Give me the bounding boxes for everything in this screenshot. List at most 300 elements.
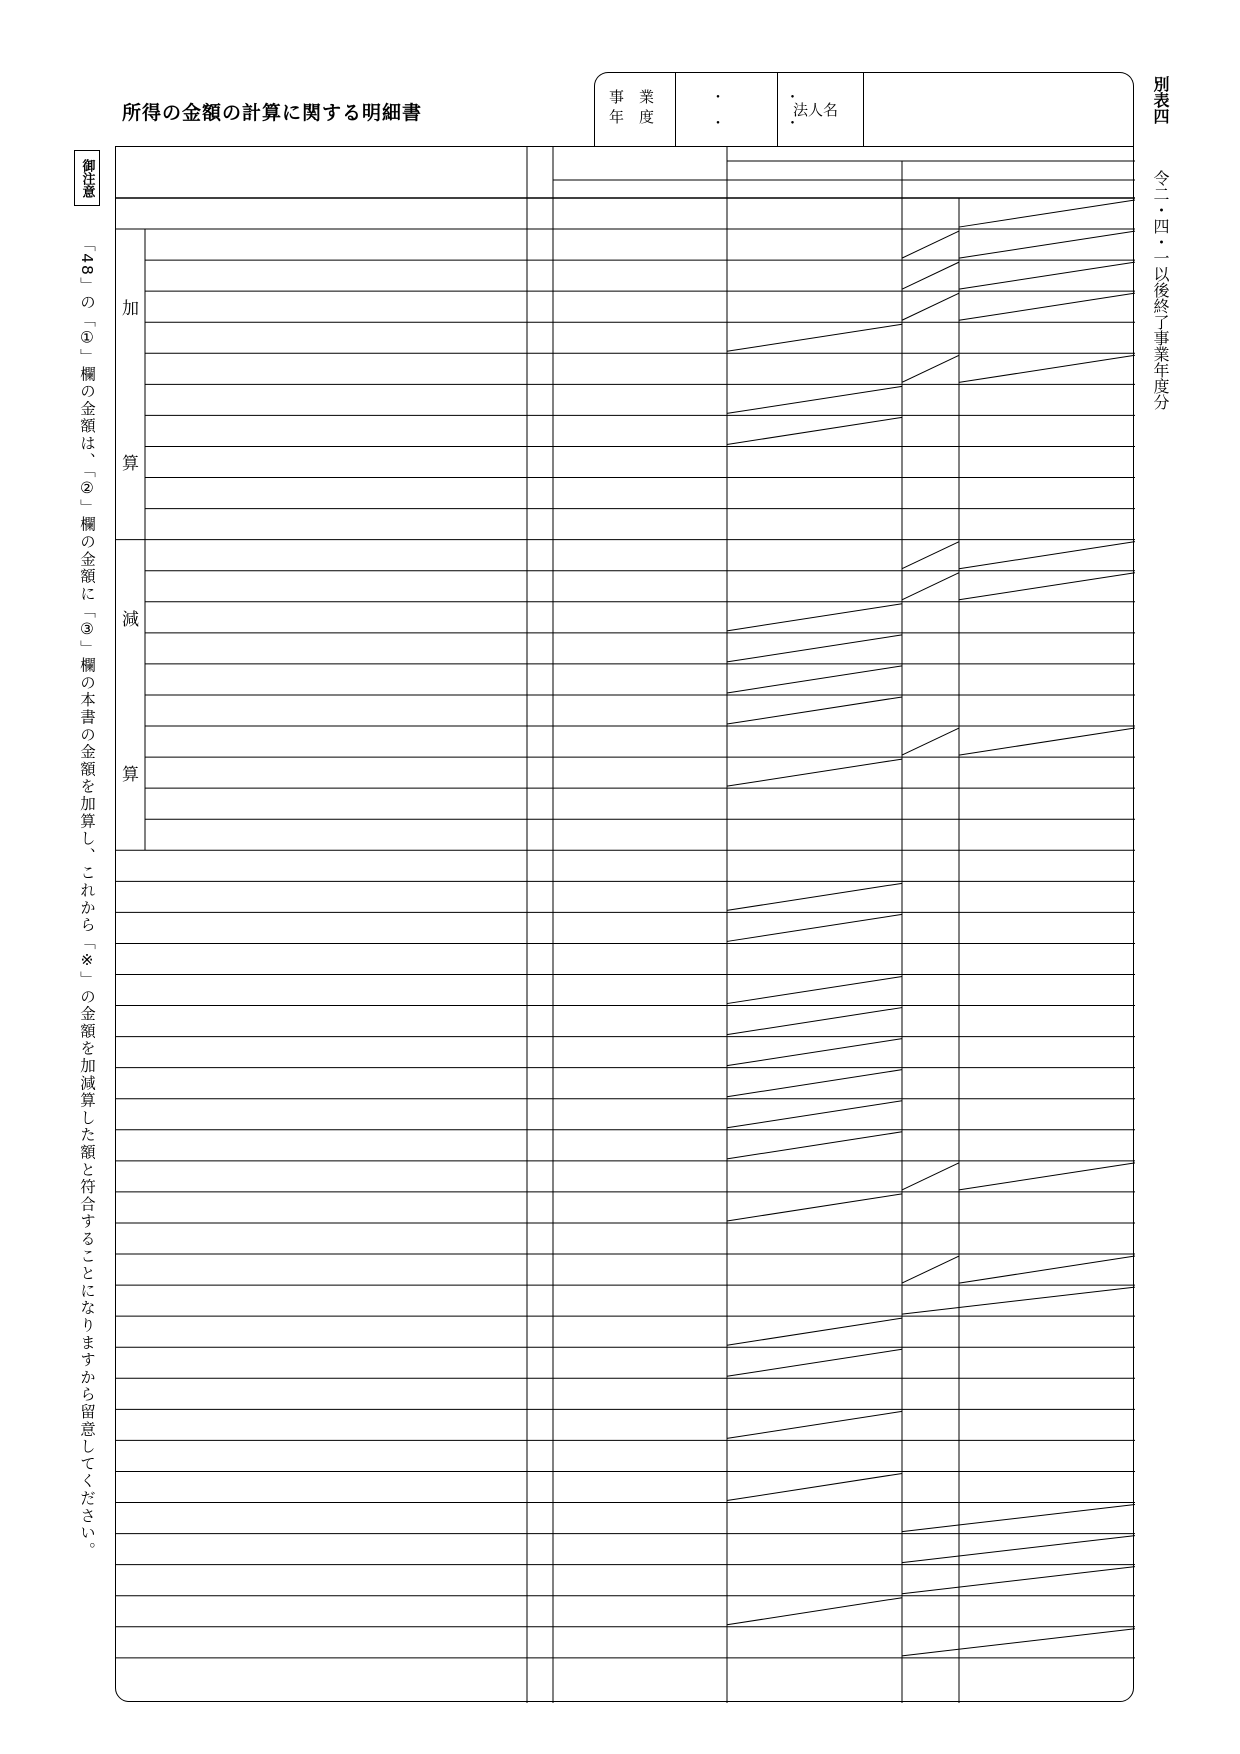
row-45-retained[interactable] <box>727 1565 902 1596</box>
row-number-37 <box>527 1316 553 1347</box>
row-10-outflow-type <box>902 478 959 509</box>
row-12-total[interactable] <box>553 540 727 571</box>
row-number-2 <box>527 229 553 260</box>
column-header-total <box>553 147 727 175</box>
row-label-29 <box>116 1068 527 1099</box>
row-33-outflow-type <box>902 1192 959 1223</box>
row-43-outflow-type <box>902 1503 959 1534</box>
row-22-retained[interactable] <box>727 850 902 881</box>
row-label-4 <box>145 291 527 322</box>
row-7-retained[interactable] <box>727 384 902 415</box>
row-43-retained[interactable] <box>727 1503 902 1534</box>
row-number-39 <box>527 1378 553 1409</box>
row-48-total[interactable] <box>553 1658 727 1689</box>
row-label-32 <box>116 1161 527 1192</box>
row-17-outflow[interactable] <box>959 695 1135 726</box>
row-24-total[interactable] <box>553 912 727 943</box>
row-42-outflow[interactable] <box>959 1471 1135 1502</box>
row-label-44 <box>116 1534 527 1565</box>
row-7-total[interactable] <box>553 384 727 415</box>
row-20-outflow-type <box>902 788 959 819</box>
row-27-total[interactable] <box>553 1006 727 1037</box>
row-31-outflow-type <box>902 1130 959 1161</box>
row-8-retained[interactable] <box>727 415 902 446</box>
corp-name-field[interactable] <box>867 77 1123 143</box>
row-6-outflow-type <box>902 353 959 384</box>
row-44-retained[interactable] <box>727 1534 902 1565</box>
row-46-outflow-type <box>902 1596 959 1627</box>
row-47-outflow[interactable] <box>959 1627 1135 1658</box>
row-33-retained[interactable] <box>727 1192 902 1223</box>
row-23-outflow[interactable] <box>959 881 1135 912</box>
column-header-category <box>116 147 527 198</box>
row-2-outflow[interactable] <box>959 229 1135 260</box>
row-1-outflow-type <box>902 198 959 229</box>
row-number-33 <box>527 1192 553 1223</box>
row-label-45 <box>116 1565 527 1596</box>
row-45-outflow[interactable] <box>959 1565 1135 1596</box>
row-label-46 <box>116 1596 527 1627</box>
row-7-outflow[interactable] <box>959 384 1135 415</box>
row-42-retained[interactable] <box>727 1471 902 1502</box>
row-27-retained[interactable] <box>727 1006 902 1037</box>
row-21-outflow-type <box>902 819 959 850</box>
row-34-outflow-type <box>902 1223 959 1254</box>
row-32-outflow[interactable] <box>959 1161 1135 1192</box>
row-label-18 <box>145 726 527 757</box>
row-12-outflow-type <box>902 540 959 571</box>
row-40-outflow[interactable] <box>959 1409 1135 1440</box>
row-number-12 <box>527 540 553 571</box>
row-42-total[interactable] <box>553 1471 727 1502</box>
row-14-outflow-type <box>902 602 959 633</box>
row-10-retained[interactable] <box>727 478 902 509</box>
row-number-18 <box>527 726 553 757</box>
row-11-outflow[interactable] <box>959 509 1135 540</box>
row-1-outflow[interactable] <box>959 198 1135 229</box>
row-16-outflow[interactable] <box>959 664 1135 695</box>
row-35-retained[interactable] <box>727 1254 902 1285</box>
row-number-4 <box>527 291 553 322</box>
row-22-outflow[interactable] <box>959 850 1135 881</box>
row-17-retained[interactable] <box>727 695 902 726</box>
row-number-45 <box>527 1565 553 1596</box>
row-45-total[interactable] <box>553 1565 727 1596</box>
row-35-outflow[interactable] <box>959 1254 1135 1285</box>
row-label-21 <box>145 819 527 850</box>
row-label-27 <box>116 1006 527 1037</box>
row-number-43 <box>527 1503 553 1534</box>
column-number-1 <box>553 180 727 198</box>
row-16-retained[interactable] <box>727 664 902 695</box>
row-number-38 <box>527 1347 553 1378</box>
group-label-sub-char: 算 <box>122 765 139 786</box>
row-25-outflow[interactable] <box>959 943 1135 974</box>
row-47-outflow-type <box>902 1627 959 1658</box>
row-29-total[interactable] <box>553 1068 727 1099</box>
row-number-14 <box>527 602 553 633</box>
row-32-retained[interactable] <box>727 1161 902 1192</box>
row-19-retained[interactable] <box>727 757 902 788</box>
row-35-total[interactable] <box>553 1254 727 1285</box>
row-20-outflow[interactable] <box>959 788 1135 819</box>
row-48-outflow[interactable] <box>959 1658 1135 1689</box>
row-25-retained[interactable] <box>727 943 902 974</box>
row-number-41 <box>527 1440 553 1471</box>
row-30-retained[interactable] <box>727 1099 902 1130</box>
row-36-outflow-type <box>902 1285 959 1316</box>
column-header-outflow <box>902 161 1135 180</box>
row-2-total[interactable] <box>553 229 727 260</box>
group-label-add <box>116 229 145 540</box>
row-17-outflow-type <box>902 695 959 726</box>
row-43-outflow[interactable] <box>959 1503 1135 1534</box>
row-24-outflow-type <box>902 912 959 943</box>
row-number-35 <box>527 1254 553 1285</box>
group-label-add-char: 加 <box>122 299 139 320</box>
row-8-total[interactable] <box>553 415 727 446</box>
row-19-outflow-type <box>902 757 959 788</box>
row-2-outflow-type <box>902 229 959 260</box>
row-number-7 <box>527 384 553 415</box>
row-18-retained[interactable] <box>727 726 902 757</box>
row-13-total[interactable] <box>553 571 727 602</box>
row-45-outflow-type <box>902 1565 959 1596</box>
row-14-outflow[interactable] <box>959 602 1135 633</box>
row-number-32 <box>527 1161 553 1192</box>
row-26-total[interactable] <box>553 975 727 1006</box>
row-number-31 <box>527 1130 553 1161</box>
row-number-15 <box>527 633 553 664</box>
row-21-retained[interactable] <box>727 819 902 850</box>
row-label-28 <box>116 1037 527 1068</box>
row-35-outflow-type <box>902 1254 959 1285</box>
row-16-total[interactable] <box>553 664 727 695</box>
row-5-outflow[interactable] <box>959 322 1135 353</box>
row-number-47 <box>527 1627 553 1658</box>
row-38-outflow[interactable] <box>959 1347 1135 1378</box>
row-40-retained[interactable] <box>727 1409 902 1440</box>
business-year-end[interactable]: ・ ・ <box>711 116 828 132</box>
row-label-23 <box>116 881 527 912</box>
row-number-27 <box>527 1006 553 1037</box>
row-number-42 <box>527 1471 553 1502</box>
row-number-1 <box>527 198 553 229</box>
row-label-22 <box>116 850 527 881</box>
row-label-2 <box>145 229 527 260</box>
row-40-outflow-type <box>902 1409 959 1440</box>
row-label-5 <box>145 322 527 353</box>
row-29-outflow[interactable] <box>959 1068 1135 1099</box>
row-number-3 <box>527 260 553 291</box>
row-label-42 <box>116 1471 527 1502</box>
row-31-retained[interactable] <box>727 1130 902 1161</box>
row-3-outflow-type <box>902 260 959 291</box>
row-4-outflow[interactable] <box>959 291 1135 322</box>
row-6-outflow[interactable] <box>959 353 1135 384</box>
row-23-retained[interactable] <box>727 881 902 912</box>
row-36-retained[interactable] <box>727 1285 902 1316</box>
row-34-retained[interactable] <box>727 1223 902 1254</box>
header-box <box>594 72 1134 146</box>
row-26-retained[interactable] <box>727 975 902 1006</box>
row-label-30 <box>116 1099 527 1130</box>
row-28-outflow-type <box>902 1037 959 1068</box>
row-number-16 <box>527 664 553 695</box>
row-10-total[interactable] <box>553 478 727 509</box>
form-title: 所得の金額の計算に関する明細書 <box>122 102 423 124</box>
row-label-20 <box>145 788 527 819</box>
row-31-outflow[interactable] <box>959 1130 1135 1161</box>
row-18-total[interactable] <box>553 726 727 757</box>
row-21-total[interactable] <box>553 819 727 850</box>
row-label-12 <box>145 540 527 571</box>
row-5-outflow-type <box>902 322 959 353</box>
row-label-10 <box>145 478 527 509</box>
row-11-outflow-type <box>902 509 959 540</box>
row-30-outflow[interactable] <box>959 1099 1135 1130</box>
row-label-34 <box>116 1223 527 1254</box>
row-label-25 <box>116 943 527 974</box>
row-number-44 <box>527 1534 553 1565</box>
row-44-outflow-type <box>902 1534 959 1565</box>
row-31-total[interactable] <box>553 1130 727 1161</box>
row-37-retained[interactable] <box>727 1316 902 1347</box>
row-number-28 <box>527 1037 553 1068</box>
row-46-total[interactable] <box>553 1596 727 1627</box>
row-14-retained[interactable] <box>727 602 902 633</box>
row-33-outflow[interactable] <box>959 1192 1135 1223</box>
row-1-total[interactable] <box>553 198 727 229</box>
main-table <box>115 146 1134 1702</box>
caution-box: 御注意 <box>74 150 100 206</box>
header-divider <box>675 73 676 147</box>
group-label-sub-char: 減 <box>122 609 139 630</box>
row-37-outflow[interactable] <box>959 1316 1135 1347</box>
row-47-total[interactable] <box>553 1627 727 1658</box>
row-label-3 <box>145 260 527 291</box>
row-label-31 <box>116 1130 527 1161</box>
row-28-total[interactable] <box>553 1037 727 1068</box>
row-26-outflow[interactable] <box>959 975 1135 1006</box>
row-43-total[interactable] <box>553 1503 727 1534</box>
row-label-33 <box>116 1192 527 1223</box>
row-label-9 <box>145 446 527 477</box>
row-label-37 <box>116 1316 527 1347</box>
row-12-outflow[interactable] <box>959 540 1135 571</box>
row-number-6 <box>527 353 553 384</box>
row-number-21 <box>527 819 553 850</box>
row-18-outflow[interactable] <box>959 726 1135 757</box>
row-number-46 <box>527 1596 553 1627</box>
row-13-retained[interactable] <box>727 571 902 602</box>
row-30-outflow-type <box>902 1099 959 1130</box>
row-47-retained[interactable] <box>727 1627 902 1658</box>
row-44-outflow[interactable] <box>959 1534 1135 1565</box>
header-divider <box>863 73 864 147</box>
row-label-38 <box>116 1347 527 1378</box>
row-label-43 <box>116 1503 527 1534</box>
row-32-total[interactable] <box>553 1161 727 1192</box>
row-44-total[interactable] <box>553 1534 727 1565</box>
row-label-41 <box>116 1440 527 1471</box>
row-3-outflow[interactable] <box>959 260 1135 291</box>
row-37-outflow-type <box>902 1316 959 1347</box>
row-4-retained[interactable] <box>727 291 902 322</box>
row-33-total[interactable] <box>553 1192 727 1223</box>
row-38-total[interactable] <box>553 1347 727 1378</box>
row-label-13 <box>145 571 527 602</box>
row-46-outflow[interactable] <box>959 1596 1135 1627</box>
row-number-26 <box>527 975 553 1006</box>
row-label-48 <box>116 1658 527 1689</box>
row-24-outflow[interactable] <box>959 912 1135 943</box>
row-6-retained[interactable] <box>727 353 902 384</box>
column-header-retained <box>727 161 902 180</box>
row-label-7 <box>145 384 527 415</box>
row-39-total[interactable] <box>553 1378 727 1409</box>
row-28-outflow[interactable] <box>959 1037 1135 1068</box>
row-28-retained[interactable] <box>727 1037 902 1068</box>
row-label-8 <box>145 415 527 446</box>
row-4-outflow-type <box>902 291 959 322</box>
row-10-outflow[interactable] <box>959 478 1135 509</box>
row-label-24 <box>116 912 527 943</box>
row-22-outflow-type <box>902 850 959 881</box>
row-9-retained[interactable] <box>727 446 902 477</box>
row-13-outflow[interactable] <box>959 571 1135 602</box>
row-label-36 <box>116 1285 527 1316</box>
row-42-outflow-type <box>902 1471 959 1502</box>
row-41-total[interactable] <box>553 1440 727 1471</box>
row-4-total[interactable] <box>553 291 727 322</box>
row-number-5 <box>527 322 553 353</box>
row-15-total[interactable] <box>553 633 727 664</box>
row-19-outflow[interactable] <box>959 757 1135 788</box>
row-3-retained[interactable] <box>727 260 902 291</box>
row-48-outflow-type <box>902 1658 959 1689</box>
row-number-8 <box>527 415 553 446</box>
row-5-total[interactable] <box>553 322 727 353</box>
row-label-26 <box>116 975 527 1006</box>
row-5-retained[interactable] <box>727 322 902 353</box>
row-40-total[interactable] <box>553 1409 727 1440</box>
row-11-retained[interactable] <box>727 509 902 540</box>
row-15-outflow[interactable] <box>959 633 1135 664</box>
row-label-47 <box>116 1627 527 1658</box>
header-divider <box>777 73 778 147</box>
row-38-retained[interactable] <box>727 1347 902 1378</box>
row-label-39 <box>116 1378 527 1409</box>
row-34-outflow[interactable] <box>959 1223 1135 1254</box>
row-11-total[interactable] <box>553 509 727 540</box>
row-label-35 <box>116 1254 527 1285</box>
row-number-22 <box>527 850 553 881</box>
column-header-disposal <box>727 147 1135 161</box>
row-23-outflow-type <box>902 881 959 912</box>
row-19-total[interactable] <box>553 757 727 788</box>
applicability-note: 令二・四・一以後終了事業年度分 <box>1151 170 1170 410</box>
row-14-total[interactable] <box>553 602 727 633</box>
row-6-total[interactable] <box>553 353 727 384</box>
row-41-outflow-type <box>902 1440 959 1471</box>
row-label-1 <box>116 198 527 229</box>
caution-text: 「48」の「①」欄の金額は、「②」欄の金額に「③」欄の本書の金額を加算し、これから「※」の金額を加減算した額と符合することになりますから留意してください。 <box>78 236 96 1560</box>
row-8-outflow-type <box>902 415 959 446</box>
row-36-outflow[interactable] <box>959 1285 1135 1316</box>
group-label-sub <box>116 540 145 851</box>
row-number-24 <box>527 912 553 943</box>
row-34-total[interactable] <box>553 1223 727 1254</box>
row-13-outflow-type <box>902 571 959 602</box>
row-48-retained[interactable] <box>727 1658 902 1689</box>
row-number-10 <box>527 478 553 509</box>
business-year-label-2: 年 度 <box>609 108 655 126</box>
row-1-retained[interactable] <box>727 198 902 229</box>
group-label-add-char: 算 <box>122 454 139 475</box>
row-label-19 <box>145 757 527 788</box>
row-8-outflow[interactable] <box>959 415 1135 446</box>
row-label-40 <box>116 1409 527 1440</box>
business-year-start[interactable]: ・ ・ <box>711 90 828 106</box>
row-29-retained[interactable] <box>727 1068 902 1099</box>
row-36-total[interactable] <box>553 1285 727 1316</box>
row-20-retained[interactable] <box>727 788 902 819</box>
row-30-total[interactable] <box>553 1099 727 1130</box>
row-16-outflow-type <box>902 664 959 695</box>
row-20-total[interactable] <box>553 788 727 819</box>
row-label-11 <box>145 509 527 540</box>
row-24-retained[interactable] <box>727 912 902 943</box>
row-22-total[interactable] <box>553 850 727 881</box>
row-39-outflow-type <box>902 1378 959 1409</box>
row-26-outflow-type <box>902 975 959 1006</box>
corp-name-label: 法人名 <box>793 101 839 119</box>
row-39-outflow[interactable] <box>959 1378 1135 1409</box>
row-number-48 <box>527 1658 553 1689</box>
row-15-retained[interactable] <box>727 633 902 664</box>
row-number-40 <box>527 1409 553 1440</box>
row-25-outflow-type <box>902 943 959 974</box>
row-37-total[interactable] <box>553 1316 727 1347</box>
row-39-retained[interactable] <box>727 1378 902 1409</box>
row-2-retained[interactable] <box>727 229 902 260</box>
row-38-outflow-type <box>902 1347 959 1378</box>
row-23-total[interactable] <box>553 881 727 912</box>
row-9-outflow[interactable] <box>959 446 1135 477</box>
row-label-15 <box>145 633 527 664</box>
column-number-2 <box>727 180 902 198</box>
row-27-outflow-type <box>902 1006 959 1037</box>
row-9-outflow-type <box>902 446 959 477</box>
row-9-total[interactable] <box>553 446 727 477</box>
row-3-total[interactable] <box>553 260 727 291</box>
row-27-outflow[interactable] <box>959 1006 1135 1037</box>
row-25-total[interactable] <box>553 943 727 974</box>
row-46-retained[interactable] <box>727 1596 902 1627</box>
row-number-20 <box>527 788 553 819</box>
row-41-outflow[interactable] <box>959 1440 1135 1471</box>
business-year-label-1: 事 業 <box>609 88 655 106</box>
row-41-retained[interactable] <box>727 1440 902 1471</box>
row-number-19 <box>527 757 553 788</box>
row-12-retained[interactable] <box>727 540 902 571</box>
column-number-3 <box>902 180 1135 198</box>
row-15-outflow-type <box>902 633 959 664</box>
row-21-outflow[interactable] <box>959 819 1135 850</box>
row-17-total[interactable] <box>553 695 727 726</box>
row-label-16 <box>145 664 527 695</box>
